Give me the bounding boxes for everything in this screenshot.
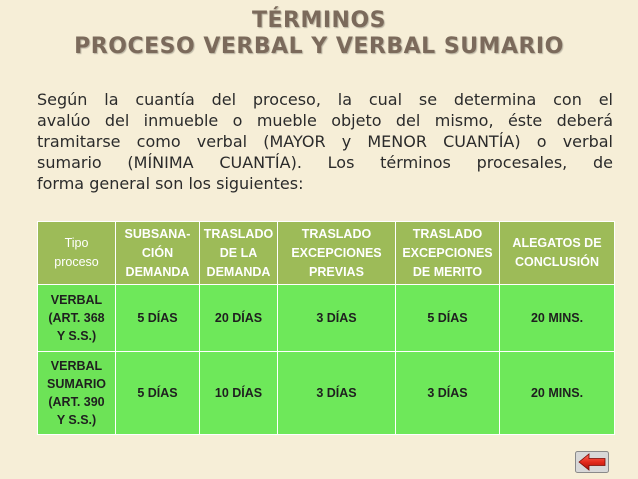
header-line: SUBSANA-: [124, 226, 191, 241]
header-line: DE LA: [219, 245, 258, 260]
intro-line: tramitarse como verbal (MAYOR y MENOR CUANTÍA) o verbal: [37, 132, 613, 151]
row-label-line: Y S.S.): [56, 413, 97, 427]
row-label-line: VERBAL: [50, 359, 103, 373]
header-line: proceso: [54, 255, 99, 269]
header-traslado-excepciones-merito: [396, 222, 500, 285]
table-cell: 20 MINS.: [500, 285, 615, 352]
row-label-line: Y S.S.): [56, 329, 97, 343]
header-line: EXCEPCIONES: [402, 245, 493, 260]
header-line: TRASLADO: [412, 226, 483, 241]
table-row-verbal-sumario: [38, 352, 615, 435]
intro-line: avalúo del inmueble o mueble objeto del mismo, éste deberá: [37, 111, 613, 130]
table-cell: 20 DÍAS: [200, 285, 278, 352]
row-label-line: VERBAL: [50, 293, 103, 307]
intro-paragraph: [37, 89, 613, 194]
table-cell: 10 DÍAS: [200, 352, 278, 435]
header-line: PREVIAS: [309, 264, 364, 279]
intro-line: Según la cuantía del proceso, la cual se determina con el: [37, 90, 613, 109]
header-line: DEMANDA: [206, 264, 271, 279]
header-line: TRASLADO: [203, 226, 274, 241]
header-line: CIÓN: [141, 245, 174, 260]
table-header-row: [38, 222, 615, 285]
intro-line: sumario (MÍNIMA CUANTÍA). Los términos procesales, de: [37, 153, 613, 172]
back-arrow-icon: [575, 451, 609, 473]
table-cell: 3 DÍAS: [278, 285, 396, 352]
header-traslado-demanda: [200, 222, 278, 285]
header-tipo-proceso: [38, 222, 116, 285]
intro-line: forma general son los siguientes:: [37, 174, 304, 193]
row-label-verbal-sumario: [38, 352, 116, 435]
row-label-line: (ART. 390: [48, 395, 105, 409]
table-cell: 5 DÍAS: [116, 285, 200, 352]
header-subsanacion-demanda: [116, 222, 200, 285]
table-cell: 5 DÍAS: [116, 352, 200, 435]
header-traslado-excepciones-previas: [278, 222, 396, 285]
header-line: CONCLUSIÓN: [514, 255, 600, 269]
header-line: ALEGATOS DE: [512, 236, 602, 250]
back-button[interactable]: [575, 451, 609, 473]
title-line-2: PROCESO VERBAL Y VERBAL SUMARIO: [74, 34, 564, 59]
header-line: EXCEPCIONES: [291, 245, 382, 260]
title-line-1: TÉRMINOS: [251, 8, 386, 33]
table-cell: 3 DÍAS: [278, 352, 396, 435]
table-row-verbal: [38, 285, 615, 352]
table-cell: 20 MINS.: [500, 352, 615, 435]
terms-table: [37, 221, 615, 435]
header-line: DEMANDA: [125, 264, 190, 279]
row-label-line: (ART. 368: [48, 311, 105, 325]
table-cell: 5 DÍAS: [396, 285, 500, 352]
header-alegatos-conclusion: [500, 222, 615, 285]
header-line: DE MERITO: [412, 264, 483, 279]
row-label-verbal: [38, 285, 116, 352]
header-line: TRASLADO: [301, 226, 372, 241]
table-cell: 3 DÍAS: [396, 352, 500, 435]
row-label-line: SUMARIO: [46, 377, 107, 391]
header-line: Tipo: [64, 236, 89, 250]
